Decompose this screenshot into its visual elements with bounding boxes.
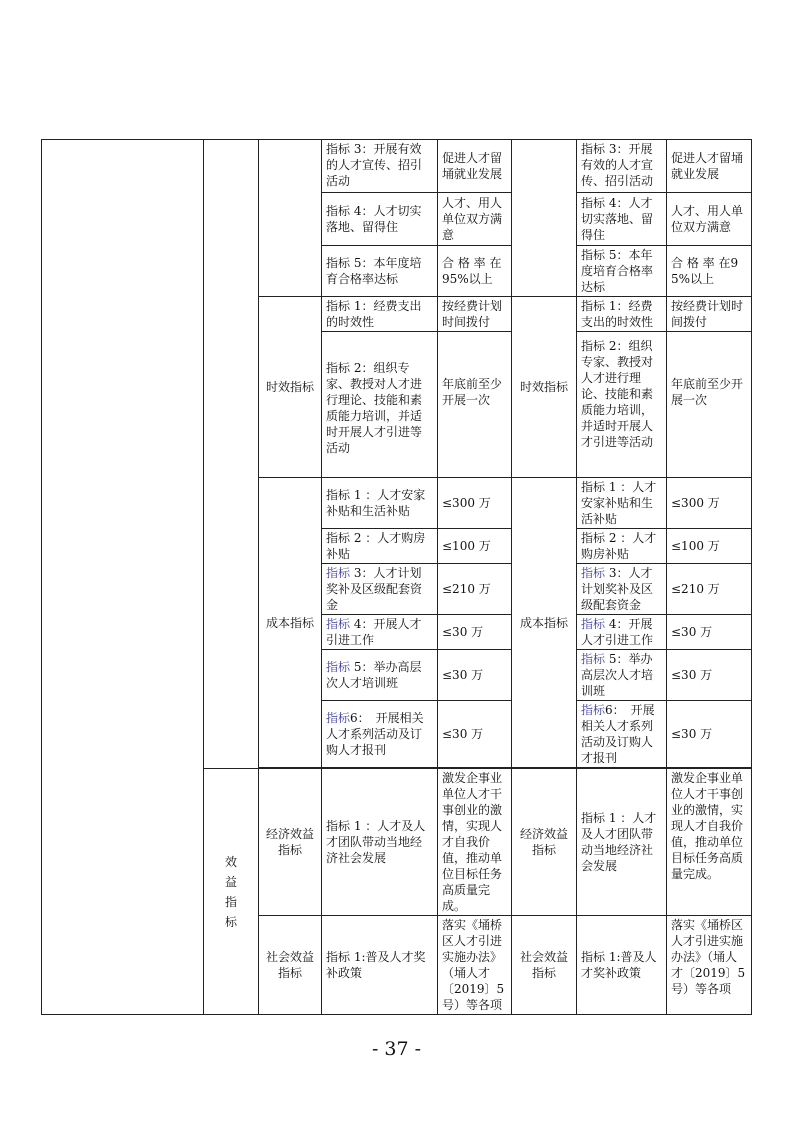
- target-cell: ≤210 万: [438, 564, 512, 615]
- target-cell: ≤30 万: [438, 701, 512, 768]
- blank-level1-column: [204, 140, 259, 769]
- indicator-prefix: 指标: [326, 711, 351, 725]
- cost-label-right: 成本指标: [512, 478, 577, 768]
- indicator-text: 3：人才计划奖补及区级配套资金: [581, 566, 654, 612]
- page-number: - 37 -: [371, 1038, 422, 1060]
- indicator-cell: [322, 650, 438, 701]
- indicator-cell-right: 指标 1：经费支出的时效性: [577, 297, 667, 332]
- target-cell: ≤30 万: [438, 615, 512, 650]
- target-cell-right: 人才、用人单位双方满意: [667, 193, 752, 246]
- target-cell-right: ≤30 万: [667, 615, 752, 650]
- indicator-prefix: 指标: [326, 660, 351, 674]
- target-cell: 落实《埇桥区人才引进实施办法》（埇人才〔2019〕5号）等各项: [438, 916, 512, 1015]
- indicator-cell: 指标 1 ：人才及人才团队带动当地经济社会发展: [322, 769, 438, 916]
- target-cell: 按经费计划时间拨付: [438, 297, 512, 332]
- benefit-label: [204, 769, 259, 1015]
- blank-level2-cell: [259, 140, 322, 297]
- indicator-prefix: 指标: [581, 703, 606, 717]
- target-cell-right: ≤100 万: [667, 529, 752, 564]
- indicator-prefix: 指标: [581, 617, 606, 631]
- indicator-text: 5：举办高层次人才培训班: [581, 652, 654, 698]
- target-cell: 合 格 率 在95%以上: [438, 246, 512, 297]
- indicator-cell-right: 指标 4：人才切实落地、留得住: [577, 193, 667, 246]
- indicator-cell-right: [577, 615, 667, 650]
- blank-level2-cell-right: [512, 140, 577, 297]
- indicator-cell-right: 指标 1 ：人才及人才团队带动当地经济社会发展: [577, 769, 667, 916]
- target-cell-right: 年底前至少开展一次: [667, 332, 752, 478]
- target-cell-right: 合 格 率 在95%以上: [667, 246, 752, 297]
- indicator-cell-right: 指标 1 ：人才安家补贴和生活补贴: [577, 478, 667, 529]
- indicator-cell: 指标 2 ：人才购房补贴: [322, 529, 438, 564]
- indicator-cell-right: [577, 564, 667, 615]
- target-cell: 年底前至少开展一次: [438, 332, 512, 478]
- cost-label: 成本指标: [259, 478, 322, 768]
- target-cell-right: 促进人才留埇就业发展: [667, 140, 752, 193]
- indicator-cell: 指标 1：经费支出的时效性: [322, 297, 438, 332]
- target-cell-right: 落实《埇桥区人才引进实施办法》（埇人才〔2019〕5号）等各项: [667, 916, 752, 1015]
- indicator-cell: 指标 1:普及人才奖补政策: [322, 916, 438, 1015]
- indicator-cell-right: [577, 650, 667, 701]
- target-cell-right: ≤210 万: [667, 564, 752, 615]
- economic-benefit-label-right: 经济效益指标: [512, 769, 577, 916]
- indicator-cell-right: [577, 701, 667, 768]
- indicator-cell-right: 指标 2：组织专家、教授对人才进行理论、技能和素质能力培训，并适时开展人才引进等活动: [577, 332, 667, 478]
- indicator-cell: 指标 5：本年度培育合格率达标: [322, 246, 438, 297]
- target-cell: ≤30 万: [438, 650, 512, 701]
- timeliness-label-right: 时效指标: [512, 297, 577, 478]
- benefit-label-text: 效益指标: [224, 854, 237, 929]
- indicator-cell-right: 指标 3：开展有效的人才宣传、招引活动: [577, 140, 667, 193]
- indicator-text: 4：开展人才引进工作: [581, 617, 654, 647]
- indicator-text: 4：开展人才引进工作: [326, 617, 422, 647]
- indicator-cell: [322, 701, 438, 768]
- target-cell-right: 按经费计划时间拨付: [667, 297, 752, 332]
- social-benefit-label-right: 社会效益指标: [512, 916, 577, 1015]
- target-cell-right: ≤300 万: [667, 478, 752, 529]
- timeliness-label: 时效指标: [259, 297, 322, 478]
- target-cell: 激发企事业单位人才干事创业的激情，实现人才自我价值，推动单位目标任务高质量完成。: [438, 769, 512, 916]
- indicator-cell: 指标 1 ：人才安家补贴和生活补贴: [322, 478, 438, 529]
- performance-indicator-table: [41, 139, 752, 1015]
- economic-benefit-label: 经济效益指标: [259, 769, 322, 916]
- social-benefit-label: 社会效益指标: [259, 916, 322, 1015]
- target-cell-right: ≤30 万: [667, 701, 752, 768]
- indicator-cell: [322, 615, 438, 650]
- indicator-cell-right: 指标 5：本年度培育合格率达标: [577, 246, 667, 297]
- blank-first-column: [42, 140, 204, 1015]
- indicator-prefix: 指标: [581, 652, 606, 666]
- indicator-cell-right: 指标 2 ：人才购房补贴: [577, 529, 667, 564]
- indicator-cell: 指标 3：开展有效的人才宣传、招引活动: [322, 140, 438, 193]
- indicator-prefix: 指标: [581, 566, 606, 580]
- indicator-cell: [322, 564, 438, 615]
- target-cell: 人才、用人单位双方满意: [438, 193, 512, 246]
- indicator-text: 3：人才计划奖补及区级配套资金: [326, 566, 423, 612]
- indicator-prefix: 指标: [326, 566, 351, 580]
- target-cell: ≤300 万: [438, 478, 512, 529]
- target-cell: ≤100 万: [438, 529, 512, 564]
- indicator-text: 6： 开展相关人才系列活动及订购人才报刊: [581, 703, 655, 765]
- indicator-text: 5：举办高层次人才培训班: [326, 660, 422, 690]
- target-cell: 促进人才留埇就业发展: [438, 140, 512, 193]
- target-cell-right: 激发企事业单位人才干事创业的激情，实现人才自我价值，推动单位目标任务高质量完成。: [667, 769, 752, 916]
- indicator-prefix: 指标: [326, 617, 351, 631]
- indicator-cell: 指标 4：人才切实落地、留得住: [322, 193, 438, 246]
- target-cell-right: ≤30 万: [667, 650, 752, 701]
- indicator-text: 6： 开展相关人才系列活动及订购人才报刊: [326, 711, 424, 757]
- indicator-cell-right: 指标 1:普及人才奖补政策: [577, 916, 667, 1015]
- indicator-cell: 指标 2：组织专家、教授对人才进行理论、技能和素质能力培训，并适时开展人才引进等活动: [322, 332, 438, 478]
